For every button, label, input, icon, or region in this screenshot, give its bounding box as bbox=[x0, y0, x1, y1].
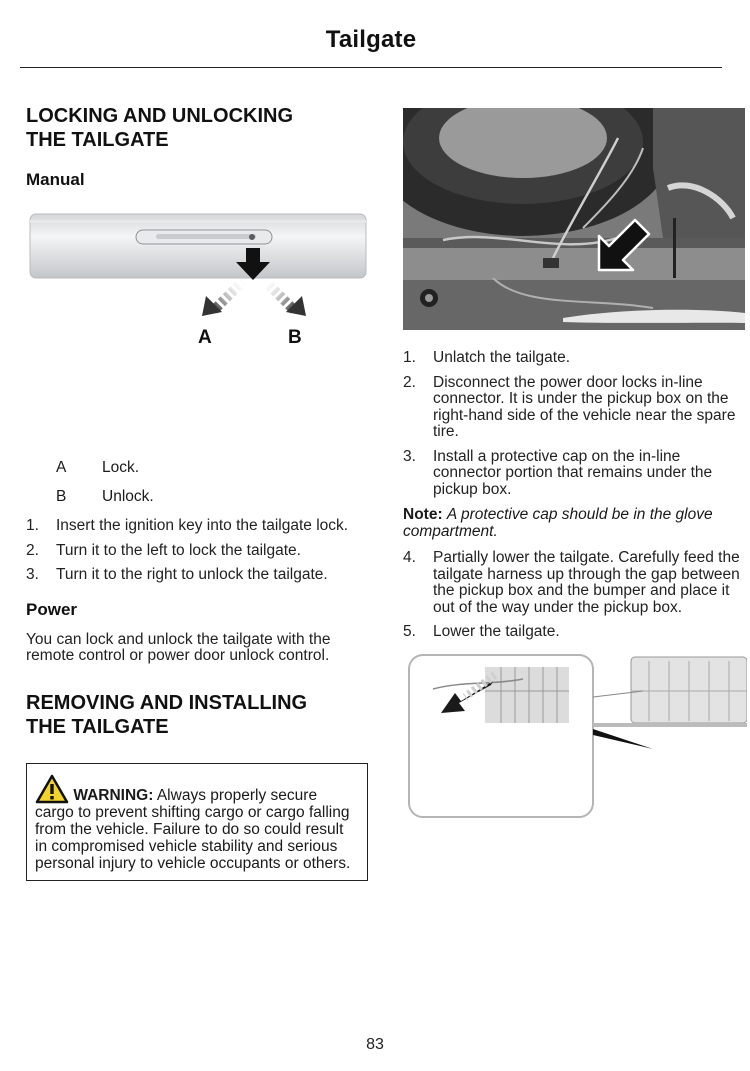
section-heading-removing-line2: THE TAILGATE bbox=[26, 715, 169, 738]
figure-label-b: B bbox=[288, 327, 302, 348]
legend-text: Lock. bbox=[102, 459, 140, 476]
section-heading-removing bbox=[26, 691, 368, 739]
tailgate-lock-illustration bbox=[26, 208, 368, 350]
section-heading-locking-line2: THE TAILGATE bbox=[26, 129, 169, 151]
legend-key: B bbox=[56, 488, 67, 505]
legend-key: A bbox=[56, 459, 67, 476]
legend-text: Unlock. bbox=[102, 488, 154, 505]
power-paragraph: You can lock and unlock the tailgate with the remote control or power door unlock control. bbox=[26, 630, 331, 664]
warning-label: WARNING: bbox=[73, 786, 154, 804]
section-heading-removing-line1: REMOVING AND INSTALLING bbox=[26, 691, 308, 714]
note-label: Note: bbox=[403, 506, 443, 523]
list-item: 5. Lower the tailgate. bbox=[403, 623, 560, 640]
page-header bbox=[20, 26, 722, 68]
list-item: 2. Disconnect the power door locks in-line connector. It is under the pickup box on the right-hand side of the vehicle near the spare tire. bbox=[403, 373, 736, 440]
note-text: A protective cap should be in the glove compartment. bbox=[403, 506, 713, 540]
harness-illustration bbox=[403, 651, 747, 821]
list-item: 1. Unlatch the tailgate. bbox=[403, 349, 571, 366]
removal-steps-list-continued bbox=[403, 550, 747, 641]
tailgate-harness-diagram bbox=[403, 651, 747, 821]
left-column bbox=[26, 104, 368, 190]
section-heading-locking bbox=[26, 104, 368, 152]
legend-row-a bbox=[56, 459, 356, 477]
right-column bbox=[403, 108, 747, 821]
list-item: 2. Turn it to the left to lock the tailgate. bbox=[26, 541, 301, 559]
figure-legend bbox=[56, 459, 356, 517]
connector-location-photo bbox=[403, 108, 745, 330]
legend-row-b bbox=[56, 488, 356, 506]
list-item: 3. Turn it to the right to unlock the tailgate. bbox=[26, 566, 328, 583]
tailgate-handle-diagram bbox=[26, 208, 368, 350]
warning-triangle-icon bbox=[35, 774, 69, 804]
warning-box bbox=[26, 763, 368, 881]
manual-heading: Manual bbox=[26, 170, 85, 189]
list-item: 1. Insert the ignition key into the tailgate lock. bbox=[26, 517, 349, 534]
left-column-lower bbox=[26, 518, 368, 881]
removal-steps-list bbox=[403, 350, 747, 498]
list-item: 4. Partially lower the tailgate. Carefully feed the tailgate harness up through the gap between the pickup box and the bumper and place it out of the way under the pickup box. bbox=[403, 549, 740, 616]
warning-text: Always properly secure cargo to prevent shifting cargo or cargo falling from the vehicle. Failure to do so could result in compromised vehicle stability and serious personal injury to vehicle occupants or others. bbox=[35, 786, 351, 872]
manual-steps-list bbox=[26, 518, 368, 584]
note bbox=[403, 506, 747, 540]
section-heading-locking-line1: LOCKING AND UNLOCKING bbox=[26, 105, 294, 127]
connector-photo-illustration bbox=[403, 108, 745, 330]
page-title: Tailgate bbox=[325, 26, 417, 53]
list-item: 3. Install a protective cap on the in-line connector portion that remains under the pickup box. bbox=[403, 447, 713, 498]
power-heading: Power bbox=[26, 599, 78, 619]
figure-label-a: A bbox=[198, 327, 212, 348]
page-number: 83 bbox=[366, 1036, 384, 1053]
